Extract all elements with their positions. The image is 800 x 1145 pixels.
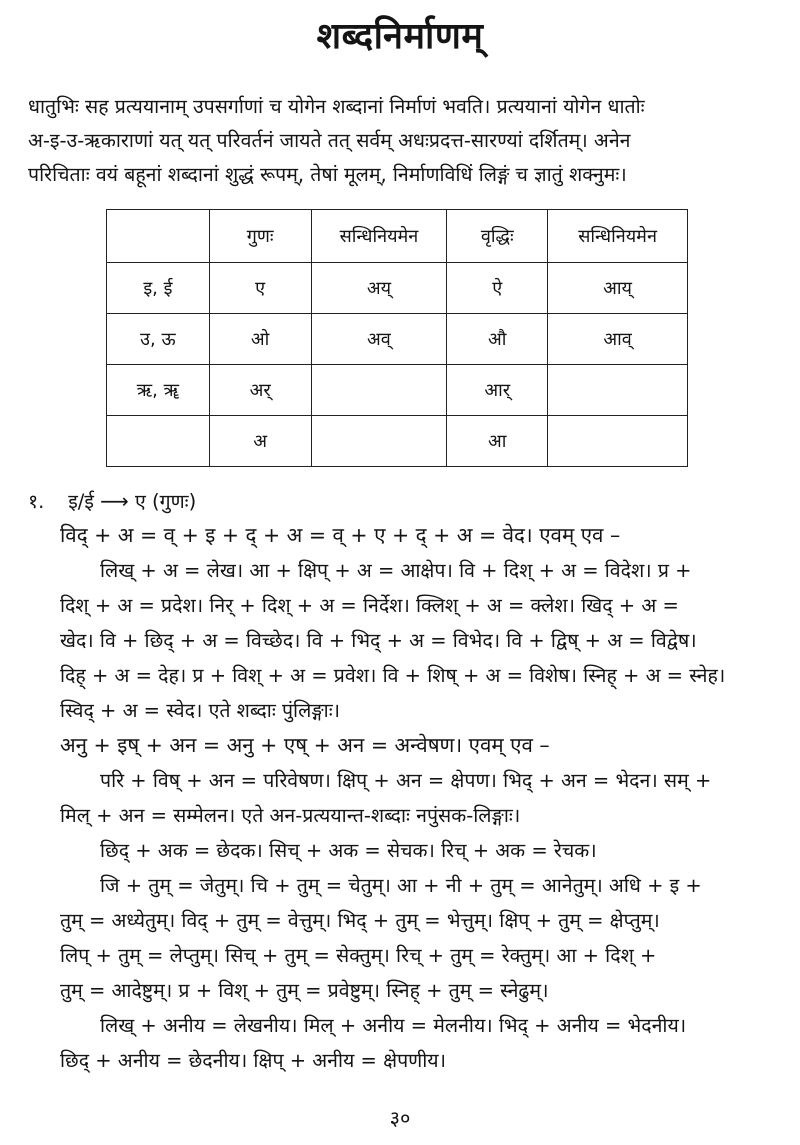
section-to: ए (गुणः) [135, 490, 197, 513]
table-header-cell: गुणः [209, 210, 311, 263]
table-header-row [107, 210, 688, 263]
section-from: इ/ई [68, 490, 94, 513]
table-cell: ए [209, 263, 311, 314]
text-line: लिख् + अनीय = लेखनीय। मिल् + अनीय = मेलनीय। भिद् + अनीय = भेदनीय। [100, 1014, 687, 1037]
table-header-cell: सन्धिनियमेन [548, 210, 688, 263]
intro-line: अ-इ-उ-ऋकाराणां यत् यत् परिवर्तनं जायते तत् सर्वम् अधःप्रदत्त-सारण्यां दर्शितम्। अनेन [28, 129, 631, 152]
intro-line: परिचिताः वयं बहूनां शब्दानां शुद्धं रूपम्, तेषां मूलम्, निर्माणविधिं लिङ्गं च ज्ञातुं शक्नुमः। [28, 163, 627, 186]
table-header-cell: सन्धिनियमेन [311, 210, 447, 263]
table-row [107, 365, 688, 416]
table-cell: इ, ई [107, 263, 210, 314]
table-cell: अय् [311, 263, 447, 314]
table-cell: ऐ [447, 263, 548, 314]
table-cell [107, 416, 210, 467]
text-line: छिद् + अक = छेदक। सिच् + अक = सेचक। रिच् + अक = रेचक। [100, 839, 597, 862]
table-row [107, 263, 688, 314]
section-number: १. [28, 490, 45, 513]
table-cell: औ [447, 314, 548, 365]
table-cell [311, 416, 447, 467]
text-line: विद् + अ = व् + इ + द् + अ = व् + ए + द् + अ = वेद। एवम् एव – [60, 523, 621, 547]
table-cell: ओ [209, 314, 311, 365]
table-cell: अ [209, 416, 311, 467]
intro-line: धातुभिः सह प्रत्ययानाम् उपसर्गाणां च योगेन शब्दानां निर्माणं भवति। प्रत्ययानां योगेन धातोः [28, 95, 645, 118]
text-line: अनु + इष् + अन = अनु + एष् + अन = अन्वेषण। एवम् एव – [60, 733, 550, 757]
text-line: छिद् + अनीय = छेदनीय। क्षिप् + अनीय = क्षेपणीय। [60, 1049, 446, 1072]
table-cell [548, 416, 688, 467]
text-line: लिख् + अ = लेख। आ + क्षिप् + अ = आक्षेप। वि + दिश् + अ = विदेश। प्र + [100, 559, 692, 582]
text-line: लिप् + तुम् = लेप्तुम्। सिच् + तुम् = सेक्तुम्। रिच् + तुम् = रेक्तुम्। आ + दिश् + [60, 944, 657, 967]
arrow-right-icon: ⟶ [100, 489, 129, 513]
text-line: मिल् + अन = सम्मेलन। एते अन-प्रत्ययान्त-शब्दाः नपुंसक-लिङ्गाः। [60, 804, 521, 827]
table-cell: आर् [447, 365, 548, 416]
section-guna-i [28, 484, 788, 1078]
section-heading [28, 484, 788, 518]
text-line: तुम् = आदेष्टुम्। प्र + विश् + तुम् = प्रवेष्टुम्। स्निह् + तुम् = स्नेढुम्। [60, 979, 549, 1002]
table-row [107, 314, 688, 365]
text-line: खेद। वि + छिद् + अ = विच्छेद। वि + भिद् + अ = विभेद। वि + द्विष् + अ = विद्वेष। [60, 629, 697, 652]
table-cell [548, 365, 688, 416]
table-cell: आ [447, 416, 548, 467]
page-title: शब्दनिर्माणम् [316, 16, 484, 57]
text-line: परि + विष् + अन = परिवेषण। क्षिप् + अन = क्षेपण। भिद् + अन = भेदन। सम् + [100, 769, 712, 792]
table-row [107, 416, 688, 467]
text-line: दिश् + अ = प्रदेश। निर् + दिश् + अ = निर्देश। क्लिश् + अ = क्लेश। खिद् + अ = [60, 594, 679, 617]
intro-paragraph [28, 90, 776, 192]
table-header-cell [107, 210, 210, 263]
table-cell: अर् [209, 365, 311, 416]
text-line: तुम् = अध्येतुम्। विद् + तुम् = वेत्तुम्। भिद् + तुम् = भेत्तुम्। क्षिप् + तुम् = क्षेप्तुम्। [60, 909, 660, 932]
table-cell [311, 365, 447, 416]
table-cell: अव् [311, 314, 447, 365]
vowel-gradation-table [106, 209, 688, 467]
table-cell: आय् [548, 263, 688, 314]
table-cell: उ, ऊ [107, 314, 210, 365]
page-number: ३० [389, 1106, 411, 1130]
text-line: स्विद् + अ = स्वेद। एते शब्दाः पुंलिङ्गाः। [60, 699, 341, 722]
text-line: दिह् + अ = देह। प्र + विश् + अ = प्रवेश। वि + शिष् + अ = विशेष। स्निह् + अ = स्नेह। [60, 664, 726, 687]
table-cell: ऋ, ॠ [107, 365, 210, 416]
text-line: जि + तुम् = जेतुम्। चि + तुम् = चेतुम्। आ + नी + तुम् = आनेतुम्। अधि + इ + [100, 874, 702, 897]
table-cell: आव् [548, 314, 688, 365]
table-header-cell: वृद्धिः [447, 210, 548, 263]
section-body [60, 518, 800, 1078]
